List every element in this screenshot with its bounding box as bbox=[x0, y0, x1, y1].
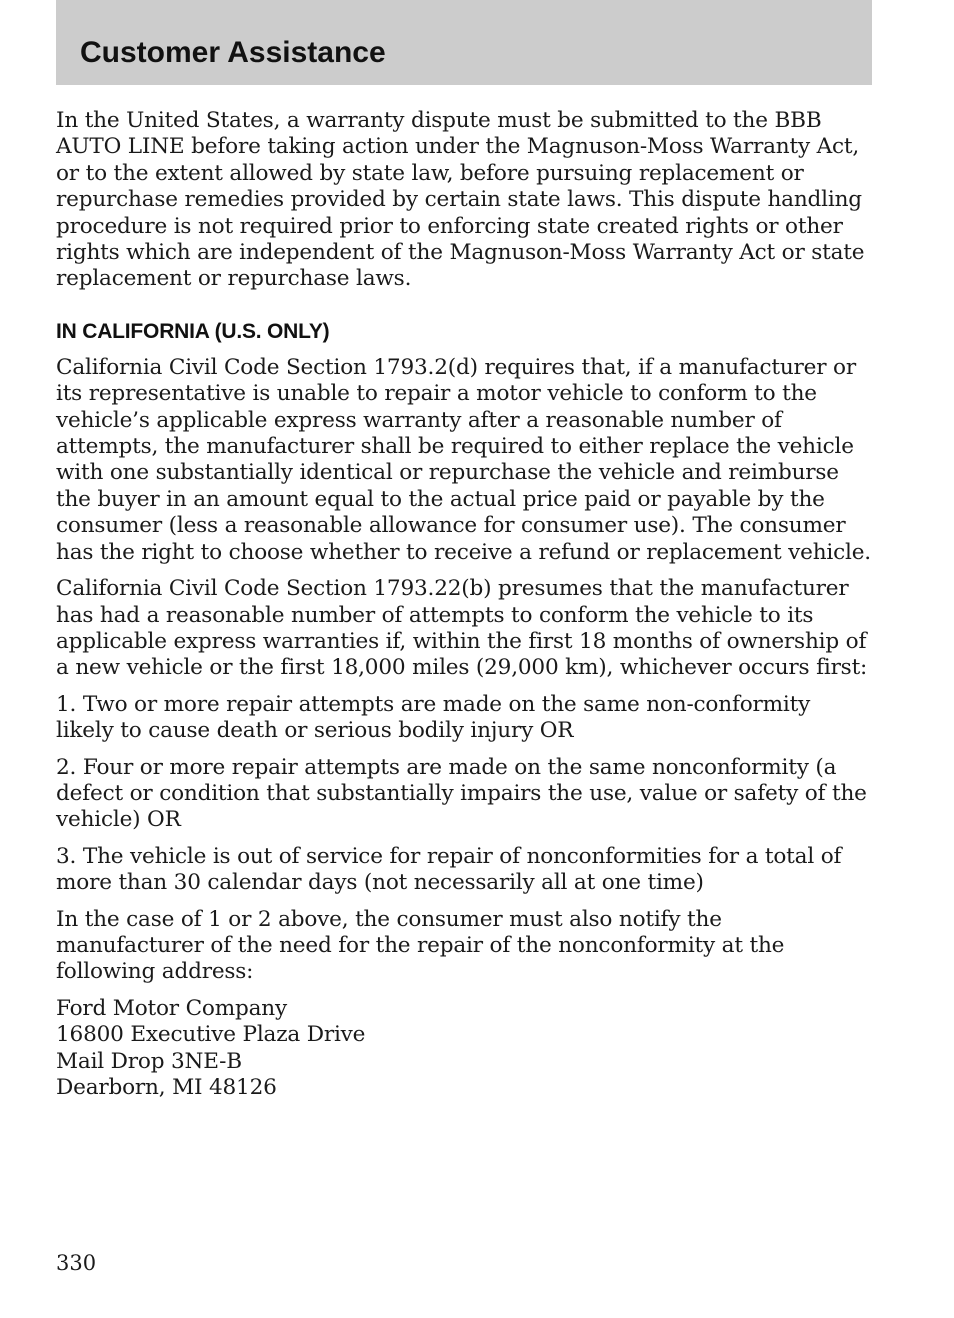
intro-paragraph: In the United States, a warranty dispute must be submitted to the BBB AUTO LINE before taking action under the Magnuson-Moss Warranty Act, or to the extent allowed by state law, before pursuing replacement or repurchase remedies provided by certain state laws. This dispute handling procedure is not required prior to enforcing state created rights or other rights which are independent of the Magnuson-Moss Warranty Act or state replacement or repurchase laws. bbox=[56, 108, 865, 292]
mailing-address: Ford Motor Company 16800 Executive Plaza Drive Mail Drop 3NE-B Dearborn, MI 48126 bbox=[56, 995, 366, 1100]
notify-paragraph: In the case of 1 or 2 above, the consumer must also notify the manufacturer of the need for the repair of the nonconformity at the following address: bbox=[56, 906, 785, 985]
section-heading: IN CALIFORNIA (U.S. ONLY) bbox=[56, 319, 330, 343]
page-title: Customer Assistance bbox=[80, 36, 386, 69]
list-item-1: 1. Two or more repair attempts are made on the same non-conformity likely to cause death or serious bodily injury OR bbox=[56, 691, 811, 744]
list-item-3: 3. The vehicle is out of service for repair of nonconformities for a total of more than 30 calendar days (not necessarily all at one time) bbox=[56, 843, 842, 896]
page-header bbox=[56, 0, 872, 85]
page-number: 330 bbox=[56, 1251, 97, 1275]
list-item-2: 2. Four or more repair attempts are made on the same nonconformity (a defect or condition that substantially impairs the use, value or safety of the vehicle) OR bbox=[56, 754, 867, 833]
page-content bbox=[56, 108, 874, 1111]
paragraph-civil-code-1793-2d: California Civil Code Section 1793.2(d) requires that, if a manufacturer or its representative is unable to repair a motor vehicle to conform to the vehicle’s applicable express warranty after a reasonable number of attempts, the manufacturer shall be required to either replace the vehicle with one substantially identical or repurchase the vehicle and reimburse the buyer in an amount equal to the actual price paid or payable by the consumer (less a reasonable allowance for consumer use). The consumer has the right to choose whether to receive a refund or replacement vehicle. bbox=[56, 354, 871, 565]
paragraph-civil-code-1793-22b: California Civil Code Section 1793.22(b) presumes that the manufacturer has had a reasonable number of attempts to conform the vehicle to its applicable express warranties if, within the first 18 months of ownership of a new vehicle or the first 18,000 miles (29,000 km), whichever occurs first: bbox=[56, 576, 868, 681]
